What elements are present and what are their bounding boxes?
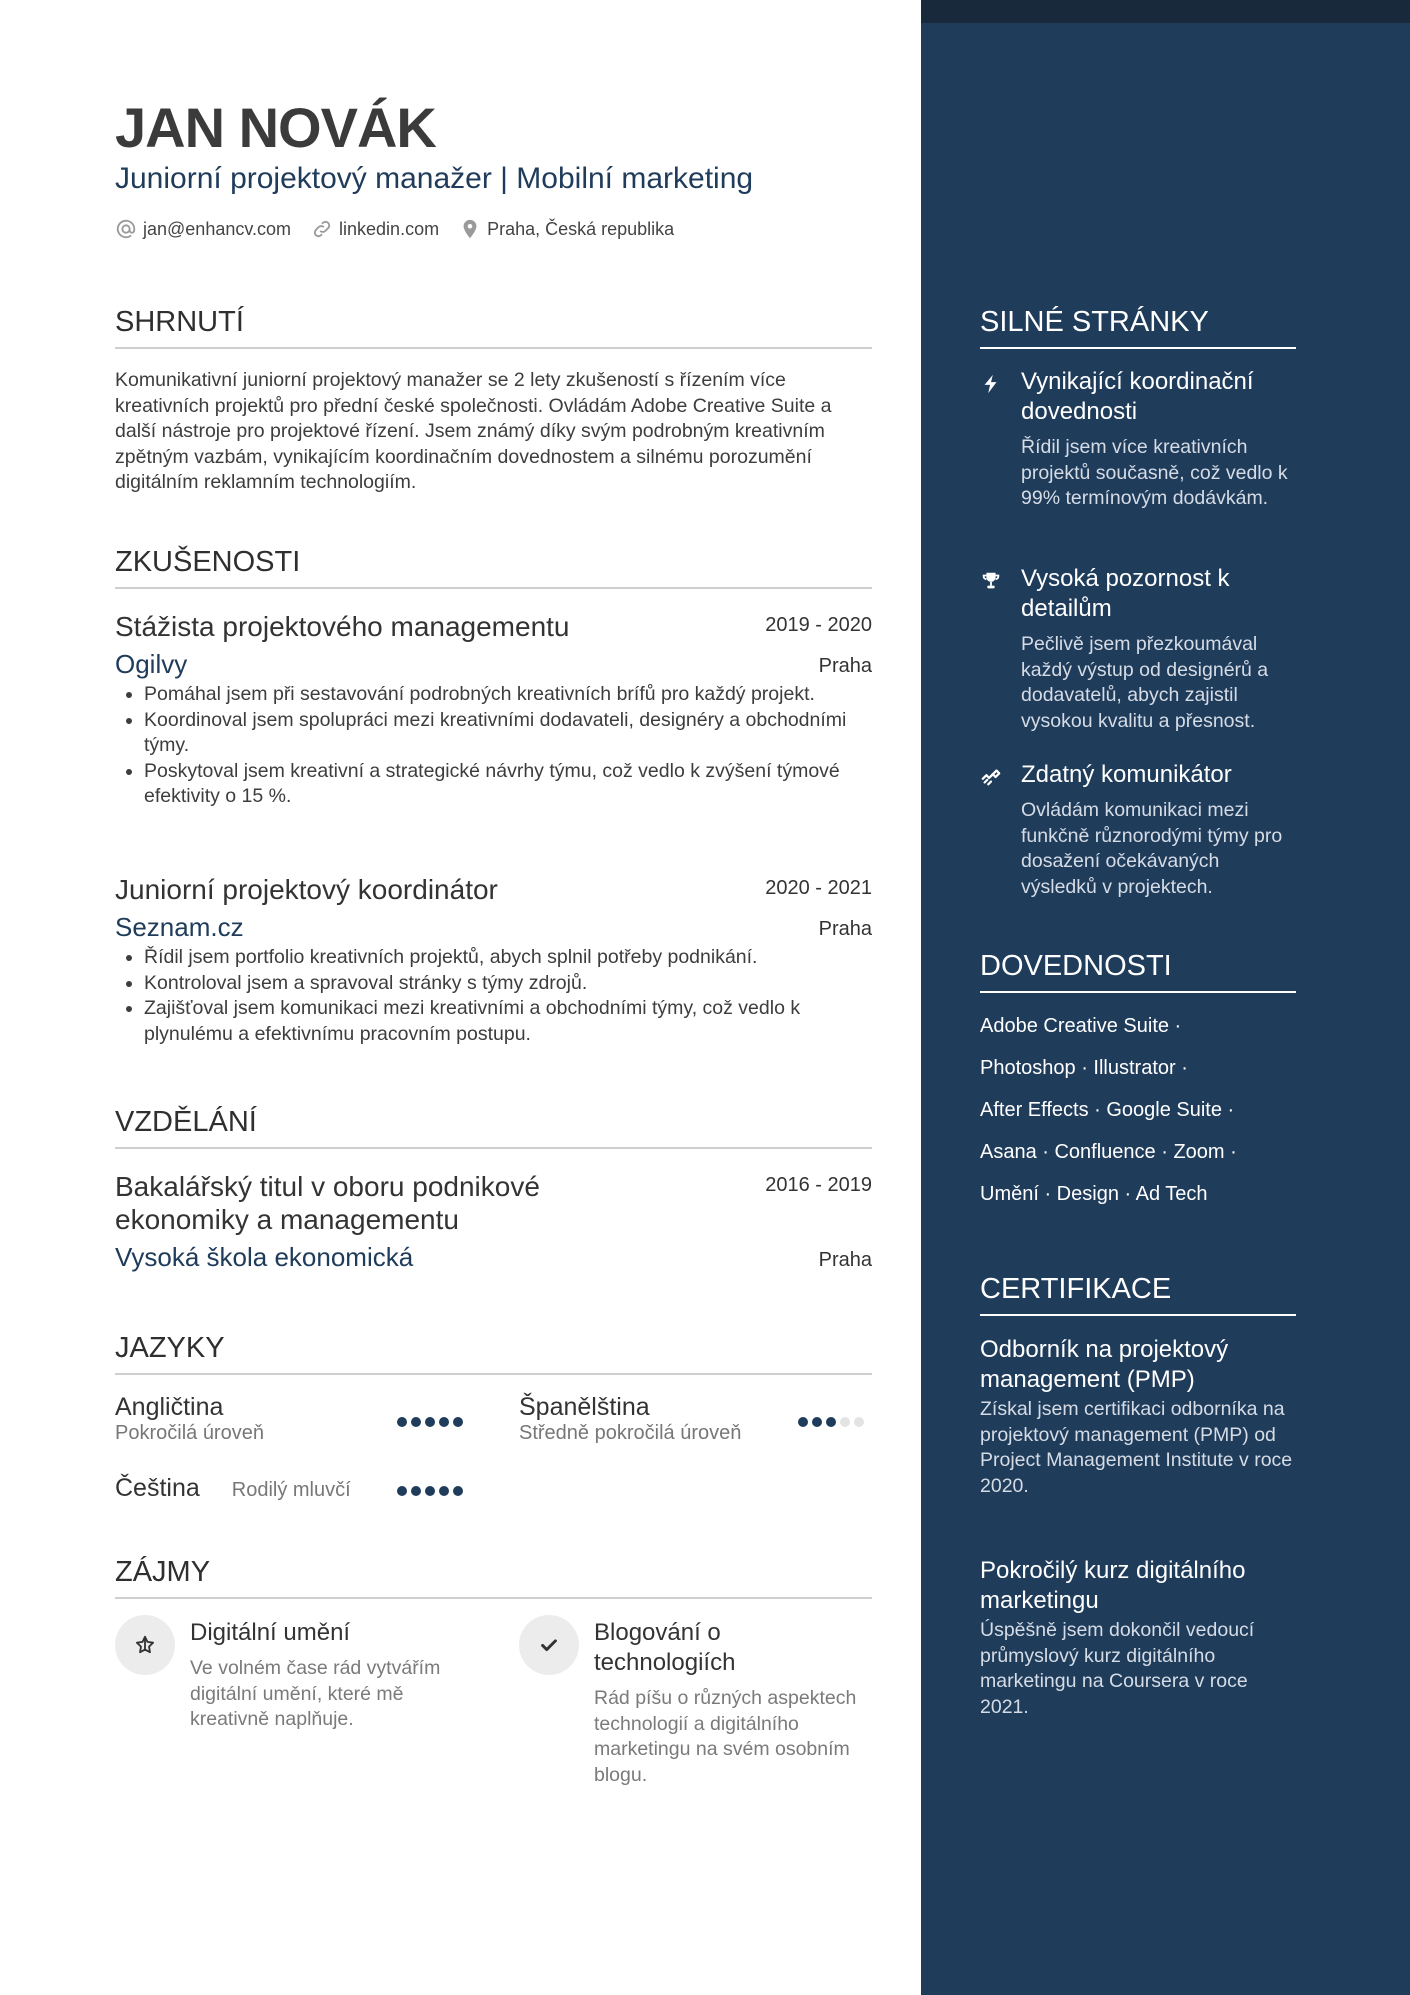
- strength-title: Zdatný komunikátor: [1021, 761, 1232, 788]
- rating-dot-filled: [411, 1486, 421, 1496]
- language-level: Rodilý mluvčí: [231, 1479, 351, 1501]
- education-entry: [115, 1170, 872, 1273]
- strengths-heading: SILNÉ STRÁNKY: [980, 306, 1296, 349]
- experience-company: Ogilvy: [115, 649, 188, 679]
- rating-dot-filled: [397, 1417, 407, 1427]
- education-school: Vysoká škola ekonomická: [115, 1242, 414, 1272]
- candidate-name: JAN NOVÁK: [115, 96, 436, 159]
- education-location: Praha: [818, 1249, 872, 1271]
- rating-dot-filled: [439, 1486, 449, 1496]
- experience-role: Stážista projektového managementu: [115, 611, 570, 642]
- location-pin-icon: [459, 218, 481, 240]
- link-icon: [311, 218, 333, 240]
- experience-location: Praha: [818, 918, 872, 940]
- language-level: Středně pokročilá úroveň: [519, 1422, 742, 1444]
- sidebar: [921, 0, 1410, 1995]
- rating-dot-filled: [425, 1486, 435, 1496]
- experience-dates: 2019 - 2020: [765, 614, 872, 636]
- strength-desc: Řídil jsem více kreativních projektů současně, což vedlo k 99% termínovým dodávkám.: [1021, 436, 1288, 509]
- language-rating: [798, 1417, 864, 1427]
- experience-bullet: • Řídil jsem portfolio kreativních projektů, abych splnil potřeby podnikání.: [144, 945, 872, 971]
- interest-title: Blogování o technologiích: [594, 1619, 736, 1676]
- education-heading: VZDĚLÁNÍ: [115, 1106, 872, 1149]
- interest-icon-circle: [519, 1615, 579, 1675]
- experience-dates: 2020 - 2021: [765, 877, 872, 899]
- contact-list: [115, 218, 674, 240]
- job-title: Juniorní projektový manažer | Mobilní marketing: [115, 162, 754, 195]
- language-name: Španělština: [519, 1393, 650, 1421]
- experience-bullet: • Zajišťoval jsem komunikaci mezi kreativními a obchodními týmy, což vedlo k plynulému a efektivnímu pracovním postupu.: [144, 996, 872, 1047]
- contact-location-text: Praha, Česká republika: [487, 218, 675, 239]
- experience-entry: [115, 873, 872, 1047]
- language-item: [115, 1474, 351, 1503]
- certification-desc: Získal jsem certifikaci odborníka na projektový management (PMP) od Project Management Institute v roce 2020.: [980, 1398, 1293, 1497]
- strength-desc: Ovládám komunikaci mezi funkčně různorodými týmy pro dosažení očekávaných výsledků v projektech.: [1021, 799, 1283, 898]
- check-icon: [538, 1634, 560, 1656]
- interest-desc: Rád píšu o různých aspektech technologií a digitálního marketingu na svém osobním blogu.: [594, 1687, 857, 1786]
- certification-item: [980, 1335, 1296, 1499]
- rating-dot-filled: [812, 1417, 822, 1427]
- rating-dot-filled: [397, 1486, 407, 1496]
- trophy-icon: [980, 570, 1002, 592]
- experience-heading: ZKUŠENOSTI: [115, 546, 872, 589]
- skill-line: Umění · Design · Ad Tech: [980, 1183, 1208, 1205]
- summary-heading: SHRNUTÍ: [115, 306, 872, 349]
- skills-heading: DOVEDNOSTI: [980, 950, 1296, 993]
- experience-company: Seznam.cz: [115, 912, 244, 942]
- skill-line: Adobe Creative Suite ·: [980, 1015, 1182, 1037]
- language-rating: [397, 1486, 463, 1496]
- language-rating: [397, 1417, 463, 1427]
- certification-title: Pokročilý kurz digitálního marketingu: [980, 1557, 1246, 1614]
- experience-bullet: • Koordinoval jsem spolupráci mezi kreativními dodavateli, designéry a obchodními týmy.: [144, 708, 872, 759]
- contact-linkedin-text: linkedin.com: [339, 218, 440, 239]
- rating-dot-filled: [798, 1417, 808, 1427]
- strength-desc: Pečlivě jsem přezkoumával každý výstup od designérů a dodavatelů, abych zajistil vysokou kvalitu a přesnost.: [1021, 633, 1269, 732]
- experience-location: Praha: [818, 655, 872, 677]
- lightning-icon: [980, 373, 1002, 395]
- strength-title: Vysoká pozornost k detailům: [1021, 565, 1230, 622]
- contact-email-text: jan@enhancv.com: [143, 218, 292, 239]
- rating-dot-filled: [411, 1417, 421, 1427]
- rating-dot-filled: [453, 1486, 463, 1496]
- education-dates: 2016 - 2019: [765, 1174, 872, 1196]
- rating-dot-empty: [840, 1417, 850, 1427]
- education-degree: Bakalářský titul v oboru podnikové ekonomiky a managementu: [115, 1171, 540, 1235]
- language-level: Pokročilá úroveň: [115, 1422, 264, 1444]
- experience-bullet: • Pomáhal jsem při sestavování podrobných kreativních brífů pro každý projekt.: [144, 682, 872, 708]
- certification-desc: Úspěšně jsem dokončil vedoucí průmyslový kurz digitálního marketingu na Coursera v roce 2021.: [980, 1619, 1255, 1718]
- certifications-heading: CERTIFIKACE: [980, 1273, 1296, 1316]
- handshake-icon: [980, 766, 1002, 788]
- interest-desc: Ve volném čase rád vytvářím digitální umění, které mě kreativně naplňuje.: [190, 1657, 441, 1730]
- skill-line: After Effects · Google Suite ·: [980, 1099, 1235, 1121]
- summary-text: Komunikativní juniorní projektový manažer se 2 lety zkušeností s řízením více kreativních projektů pro přední české společnosti. Ovládám Adobe Creative Suite a další nástroje pro projektové řízení. Jsem známý díky svým podrobným kreativním zpětným vazbám, vynikajícím koordinačním dovednostem a silnému porozumění digitálním reklamním technologiím.: [115, 369, 832, 493]
- skill-line: Asana · Confluence · Zoom ·: [980, 1141, 1237, 1163]
- rating-dot-filled: [439, 1417, 449, 1427]
- interest-title: Digitální umění: [190, 1619, 351, 1646]
- interest-icon-circle: [115, 1615, 175, 1675]
- contact-email[interactable]: [115, 218, 291, 240]
- experience-bullet: • Kontroloval jsem a spravoval stránky s týmy zdrojů.: [144, 971, 872, 997]
- experience-bullet: • Poskytoval jsem kreativní a strategické návrhy týmu, což vedlo k zvýšení týmové efektivity o 15 %.: [144, 759, 872, 810]
- rating-dot-filled: [453, 1417, 463, 1427]
- certification-title: Odborník na projektový management (PMP): [980, 1336, 1229, 1393]
- contact-location: [459, 218, 674, 240]
- language-name: Angličtina: [115, 1393, 224, 1421]
- at-icon: [115, 218, 137, 240]
- strength-title: Vynikající koordinační dovednosti: [1021, 368, 1254, 425]
- experience-entry: [115, 610, 872, 810]
- experience-role: Juniorní projektový koordinátor: [115, 874, 498, 905]
- certification-item: [980, 1556, 1296, 1720]
- experience-bullets: [115, 682, 872, 810]
- languages-heading: JAZYKY: [115, 1332, 872, 1375]
- rating-dot-empty: [854, 1417, 864, 1427]
- experience-bullets: [115, 945, 872, 1047]
- sidebar-top-bar: [921, 0, 1410, 23]
- contact-linkedin[interactable]: [311, 218, 439, 240]
- language-name: Čeština: [115, 1474, 200, 1502]
- rating-dot-filled: [826, 1417, 836, 1427]
- star-icon: [134, 1634, 156, 1656]
- skills-list: [980, 1012, 1296, 1222]
- language-item: [115, 1393, 264, 1445]
- interests-heading: ZÁJMY: [115, 1556, 872, 1599]
- language-item: [519, 1393, 741, 1445]
- skill-line: Photoshop · Illustrator ·: [980, 1057, 1188, 1079]
- rating-dot-filled: [425, 1417, 435, 1427]
